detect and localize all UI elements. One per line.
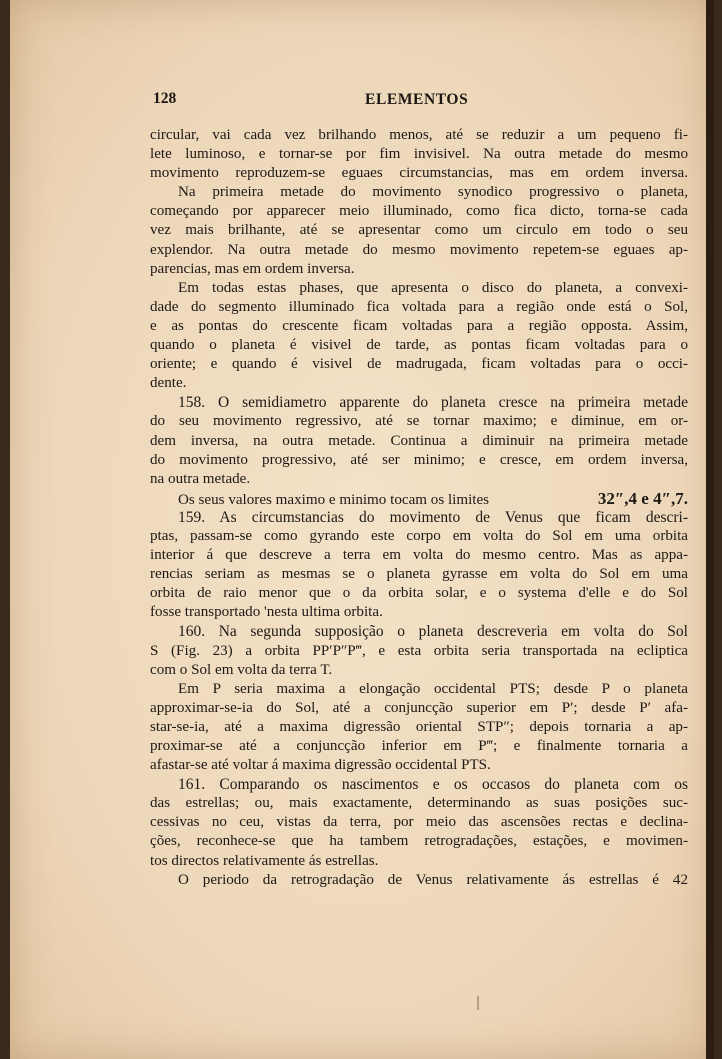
text-line: O periodo da retrogradação de Venus relativamente ás estrellas é 42	[178, 871, 688, 888]
section-158-line: 158. O semidiametro apparente do planeta cresce na primeira metade	[178, 394, 688, 412]
text-line: Em P seria maxima a elongação occidental PTS; desde P o planeta	[178, 680, 688, 697]
running-header	[153, 90, 689, 114]
text-line: rencias seriam as mesmas se o planeta gyrasse em volta do Sol em uma	[150, 566, 688, 583]
body-text	[150, 126, 688, 890]
text-line: parencias, mas em ordem inversa.	[150, 260, 355, 277]
text-line: dade do segmento illuminado fica voltada para a região onde está o Sol,	[150, 298, 688, 315]
text-line: Em todas estas phases, que apresenta o disco do planeta, a convexi-	[178, 279, 688, 296]
text-line: e as pontas do crescente ficam voltadas para a região opposta. Assim,	[150, 317, 688, 334]
text-line: ptas, passam-se como gyrando este corpo em volta do Sol em uma orbita	[150, 527, 688, 544]
text-line: dente.	[150, 375, 187, 392]
text-line: ções, reconhece-se que ha tambem retrogradações, estações, e movimen-	[150, 833, 688, 850]
text-line: lete luminoso, e tornar-se por fim invisivel. Na outra metade do mesmo	[150, 146, 688, 163]
text-line: S (Fig. 23) a orbita PP′P″P‴, e esta orbita seria transportada na ecliptica	[150, 642, 688, 659]
text-line: começando por apparecer meio illuminado, como fica dicto, torna-se cada	[150, 203, 688, 220]
section-159-line: 159. As circumstancias do movimento de Venus que ficam descri-	[178, 508, 688, 526]
text-line: do movimento progressivo, até ser minimo; e cresce, em ordem inversa,	[150, 451, 688, 468]
limits-text: Os seus valores maximo e minimo tocam os limites	[178, 491, 490, 508]
section-161-line: 161. Comparando os nascimentos e os occasos do planeta com os	[178, 776, 688, 794]
book-page	[10, 0, 714, 1059]
text-line: interior á que descreve a terra em volta do mesmo centro. Mas as appa-	[150, 547, 688, 564]
text-line: fosse transportado 'nesta ultima orbita.	[150, 604, 383, 621]
text-line: orbita de raio menor que o da orbita solar, e o systema d'elle e do Sol	[150, 585, 688, 602]
text-line: oriente; e quando é visivel de madrugada, ficam voltadas para o occi-	[150, 356, 688, 373]
page-edge	[706, 0, 714, 1059]
text-line: Na primeira metade do movimento synodico progressivo o planeta,	[178, 184, 688, 201]
running-title: ELEMENTOS	[365, 91, 469, 108]
text-line: circular, vai cada vez brilhando menos, até se reduzir a um pequeno fi-	[150, 127, 688, 143]
text-line: na outra metade.	[150, 470, 251, 487]
text-line: afastar-se até voltar á maxima digressão occidental PTS.	[150, 757, 491, 774]
text-line: vez mais brilhante, até se apresentar como um circulo em todo o seu	[150, 222, 688, 239]
text-line: dem inversa, na outra metade. Continua a diminuir na primeira metade	[150, 432, 688, 449]
paper-mark	[477, 996, 479, 1010]
text-line: cessivas no ceu, vistas da terra, por meio das ascensões rectas e declina-	[150, 814, 688, 831]
text-line: tos directos relativamente ás estrellas.	[150, 852, 379, 869]
limits-line	[150, 489, 688, 508]
text-line: proximar-se até a conjuncção inferior em P‴; e finalmente tornaria a	[150, 738, 688, 754]
text-line: approximar-se-ia do Sol, até a conjuncção superior em P′; desde P′ afa-	[150, 699, 688, 716]
text-line: movimento reproduzem-se eguaes circumstancias, mas em ordem inversa.	[150, 165, 688, 182]
text-line: explendor. Na outra metade do mesmo movimento repetem-se eguaes ap-	[150, 241, 688, 258]
text-line: star-se-ia, até a maxima digressão oriental STP″; depois tornaria a ap-	[150, 718, 688, 735]
page-number: 128	[153, 90, 177, 107]
text-line: com o Sol em volta da terra T.	[150, 661, 333, 678]
text-line: do seu movimento regressivo, até se tornar maximo; e diminue, em or-	[150, 413, 688, 430]
section-160-line: 160. Na segunda supposição o planeta descreveria em volta do Sol	[178, 623, 688, 641]
text-line: das estrellas; ou, mais exactamente, determinando as suas posições suc-	[150, 795, 688, 812]
limits-values: 32″,4 e 4″,7.	[597, 488, 688, 508]
text-line: quando o planeta é visivel de tarde, as pontas ficam voltadas para o	[150, 337, 688, 354]
